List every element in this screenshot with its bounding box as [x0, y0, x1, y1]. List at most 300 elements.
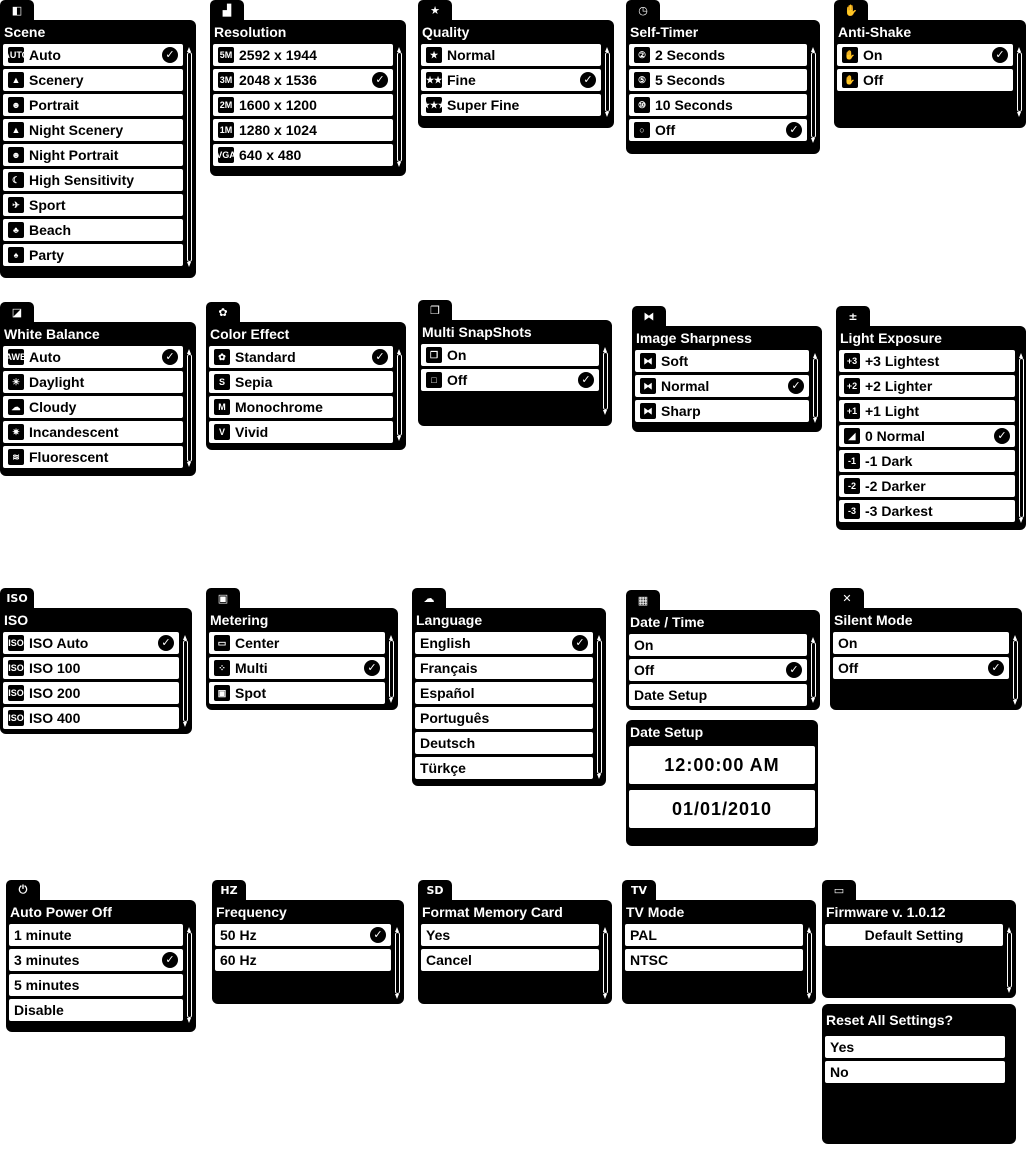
item-icon: ISO [8, 635, 24, 651]
exposure-icon: ± [848, 309, 858, 323]
scrollbar[interactable] [183, 640, 188, 722]
speech-icon: ☁ [423, 591, 435, 605]
menu-item[interactable] [629, 69, 807, 91]
menu-item[interactable] [209, 682, 385, 704]
menu-item[interactable] [415, 682, 593, 704]
item-label: Off [838, 660, 859, 676]
item-label: Date Setup [634, 687, 708, 703]
iso-menu-tab[interactable] [0, 588, 34, 608]
item-label: High Sensitivity [29, 172, 135, 188]
item-icon: ★ [426, 47, 442, 63]
item-icon: ⑩ [634, 97, 650, 113]
menu-title: Image Sharpness [636, 330, 752, 346]
self-timer-menu-tab[interactable] [626, 0, 660, 20]
calendar-icon: ▦ [637, 593, 649, 607]
item-label: Auto [29, 47, 61, 63]
item-icon: ☻ [8, 147, 24, 163]
item-icon: S [214, 374, 230, 390]
multi-snapshot-icon: ❐ [430, 303, 440, 317]
color-effect-menu-tab[interactable] [206, 302, 240, 322]
item-label: Party [29, 247, 65, 263]
item-label: ISO 100 [29, 660, 81, 676]
item-label: Off [447, 372, 468, 388]
selected-check-icon: ✓ [994, 428, 1010, 444]
scene-menu [0, 0, 196, 278]
item-label: Disable [14, 1002, 64, 1018]
menu-item[interactable] [3, 44, 183, 66]
menu-item[interactable] [3, 219, 183, 241]
menu-title: Silent Mode [834, 612, 913, 628]
menu-item[interactable] [213, 69, 393, 91]
scrollbar[interactable] [597, 640, 602, 774]
power-icon: ⏻ [18, 883, 28, 896]
menu-item[interactable] [213, 44, 393, 66]
quality-menu-tab[interactable] [418, 0, 452, 20]
menu-item[interactable] [629, 659, 807, 681]
menu-item[interactable] [421, 369, 599, 391]
menu-item[interactable] [209, 421, 393, 443]
item-label: 5 minutes [14, 977, 80, 993]
item-icon: ☀ [8, 374, 24, 390]
item-label: Incandescent [29, 424, 119, 440]
menu-item[interactable] [209, 396, 393, 418]
item-icon: ✈ [8, 197, 24, 213]
item-icon: ★★ [426, 72, 442, 88]
sd-card-icon: SD [426, 883, 444, 897]
menu-item[interactable] [635, 375, 809, 397]
silent-mode-menu [830, 588, 1022, 710]
menu-title: Light Exposure [840, 330, 942, 346]
white-balance-menu [0, 302, 196, 476]
menu-item[interactable] [415, 657, 593, 679]
item-label: -1 Dark [865, 453, 913, 469]
item-label: On [863, 47, 883, 63]
menu-title: Auto Power Off [10, 904, 112, 920]
item-icon: ★★★ [426, 97, 442, 113]
menu-item[interactable] [839, 500, 1015, 522]
menu-title: Multi SnapShots [422, 324, 532, 340]
menu-title: TV Mode [626, 904, 685, 920]
sharpness-icon: ⧓ [643, 309, 655, 323]
scrollbar[interactable] [187, 932, 192, 1018]
menu-item[interactable] [625, 924, 803, 946]
item-label: Default Setting [864, 927, 964, 943]
format-memory-card-menu-tab[interactable] [418, 880, 452, 900]
anti-shake-menu [834, 0, 1026, 128]
menu-item[interactable] [837, 44, 1013, 66]
item-label: -3 Darkest [865, 503, 933, 519]
menu-item[interactable] [415, 732, 593, 754]
item-label: Yes [426, 927, 451, 943]
item-icon: ♣ [8, 222, 24, 238]
item-label: Sport [29, 197, 66, 213]
scrollbar[interactable] [1017, 52, 1022, 112]
item-label: Off [863, 72, 884, 88]
resolution-icon: ▟ [222, 3, 232, 17]
metering-menu [206, 588, 398, 710]
menu-item[interactable] [3, 421, 183, 443]
frequency-menu-tab[interactable] [212, 880, 246, 900]
item-label: 60 Hz [220, 952, 257, 968]
item-label: English [420, 635, 471, 651]
selected-check-icon: ✓ [364, 660, 380, 676]
auto-power-off-menu [6, 880, 196, 1032]
image-sharpness-menu [632, 306, 822, 432]
item-label: PAL [630, 927, 657, 943]
mute-icon: ✕ [842, 591, 852, 605]
item-icon: +1 [844, 403, 860, 419]
selected-check-icon: ✓ [786, 662, 802, 678]
menu-item[interactable] [9, 974, 183, 996]
item-icon: -1 [844, 453, 860, 469]
item-label: 2592 x 1944 [239, 47, 317, 63]
date-time-menu [626, 590, 820, 710]
menu-item[interactable] [209, 657, 385, 679]
item-label: Center [235, 635, 280, 651]
menu-title: Frequency [216, 904, 287, 920]
item-label: Scenery [29, 72, 84, 88]
scrollbar[interactable] [397, 52, 402, 162]
item-label: 1280 x 1024 [239, 122, 317, 138]
menu-title: Resolution [214, 24, 287, 40]
item-label: Multi [235, 660, 268, 676]
item-icon: ❐ [426, 347, 442, 363]
item-icon: ☾ [8, 172, 24, 188]
item-icon: ♠ [8, 247, 24, 263]
menu-item[interactable] [3, 632, 179, 654]
menu-item[interactable] [421, 344, 599, 366]
format-memory-card-menu [418, 880, 612, 1004]
firmware-menu [822, 880, 1016, 998]
scrollbar[interactable] [1013, 640, 1018, 700]
item-label: Sepia [235, 374, 273, 390]
date-field[interactable] [629, 790, 815, 828]
menu-item[interactable] [3, 346, 183, 368]
menu-title: Self-Timer [630, 24, 699, 40]
self-timer-menu [626, 0, 820, 154]
language-menu [412, 588, 606, 786]
item-icon: ☻ [8, 97, 24, 113]
menu-item[interactable] [833, 632, 1009, 654]
selected-check-icon: ✓ [580, 72, 596, 88]
menu-item[interactable] [3, 371, 183, 393]
menu-item[interactable] [629, 684, 807, 706]
menu-item[interactable] [213, 119, 393, 141]
language-menu-tab[interactable] [412, 588, 446, 608]
scrollbar[interactable] [389, 640, 394, 698]
item-icon: ② [634, 47, 650, 63]
item-icon: ✋ [842, 47, 858, 63]
menu-item[interactable] [3, 657, 179, 679]
menu-item[interactable] [839, 375, 1015, 397]
item-label: Español [420, 685, 475, 701]
item-icon: ⧓ [640, 353, 656, 369]
menu-item[interactable] [3, 169, 183, 191]
item-icon: +2 [844, 378, 860, 394]
scene-menu-tab[interactable] [0, 0, 34, 20]
item-label: No [830, 1064, 849, 1080]
item-label: Beach [29, 222, 72, 238]
item-label: Cloudy [29, 399, 77, 415]
item-label: -2 Darker [865, 478, 926, 494]
item-label: Normal [661, 378, 710, 394]
menu-item[interactable] [825, 924, 1003, 946]
item-label: 3 minutes [14, 952, 80, 968]
item-icon: 3M [218, 72, 234, 88]
item-label: Super Fine [447, 97, 520, 113]
item-icon: -2 [844, 478, 860, 494]
item-label: Türkçe [420, 760, 466, 776]
menu-item[interactable] [833, 657, 1009, 679]
menu-item[interactable] [3, 144, 183, 166]
hz-icon: HZ [220, 883, 238, 897]
scrollbar[interactable] [187, 354, 192, 462]
item-label: Spot [235, 685, 267, 701]
selected-check-icon: ✓ [572, 635, 588, 651]
date-setup-menu [626, 720, 818, 846]
menu-item[interactable] [421, 924, 599, 946]
menu-item[interactable] [825, 1061, 1005, 1083]
item-label: Auto [29, 349, 61, 365]
menu-item[interactable] [3, 69, 183, 91]
menu-item[interactable] [839, 425, 1015, 447]
timer-icon: ◷ [638, 3, 648, 17]
item-label: Portrait [29, 97, 79, 113]
scrollbar[interactable] [605, 52, 610, 112]
item-label: On [634, 637, 654, 653]
item-label: ISO Auto [29, 635, 89, 651]
item-label: Français [420, 660, 478, 676]
scrollbar[interactable] [1019, 358, 1024, 518]
item-icon: ✿ [214, 349, 230, 365]
item-label: 2 Seconds [655, 47, 726, 63]
selected-check-icon: ✓ [788, 378, 804, 394]
menu-title: Color Effect [210, 326, 290, 342]
item-icon: ISO [8, 660, 24, 676]
menu-item[interactable] [3, 119, 183, 141]
menu-title: Anti-Shake [838, 24, 912, 40]
scrollbar[interactable] [603, 932, 608, 994]
menu-title: Reset All Settings? [826, 1012, 954, 1028]
menu-item[interactable] [839, 350, 1015, 372]
light-exposure-menu-tab[interactable] [836, 306, 870, 326]
item-icon: 2M [218, 97, 234, 113]
menu-title: ISO [4, 612, 29, 628]
metering-menu-tab[interactable] [206, 588, 240, 608]
firmware-menu-tab[interactable] [822, 880, 856, 900]
menu-item[interactable] [415, 757, 593, 779]
date-value: 01/01/2010 [671, 798, 773, 819]
item-label: +3 Lightest [865, 353, 940, 369]
window-icon: ▭ [833, 883, 845, 897]
auto-power-off-menu-tab[interactable] [6, 880, 40, 900]
item-label: 50 Hz [220, 927, 257, 943]
menu-item[interactable] [213, 94, 393, 116]
item-label: Off [634, 662, 655, 678]
item-label: On [838, 635, 858, 651]
item-icon: ▣ [214, 685, 230, 701]
item-label: Standard [235, 349, 296, 365]
item-label: +2 Lighter [865, 378, 933, 394]
menu-item[interactable] [415, 632, 593, 654]
item-label: Vivid [235, 424, 269, 440]
menu-title: Quality [422, 24, 470, 40]
menu-title: Metering [210, 612, 269, 628]
time-value: 12:00:00 AM [664, 754, 780, 775]
scrollbar[interactable] [807, 932, 812, 994]
item-icon: M [214, 399, 230, 415]
scrollbar[interactable] [397, 354, 402, 436]
item-icon: ▭ [214, 635, 230, 651]
item-label: Português [420, 710, 490, 726]
menu-item[interactable] [629, 44, 807, 66]
item-label: On [447, 347, 467, 363]
menu-item[interactable] [839, 475, 1015, 497]
menu-item[interactable] [839, 400, 1015, 422]
resolution-menu-tab[interactable] [210, 0, 244, 20]
tv-icon: TV [630, 883, 648, 897]
menu-item[interactable] [421, 44, 601, 66]
item-icon: VGA [218, 147, 234, 163]
tv-mode-menu-tab[interactable] [622, 880, 656, 900]
item-icon: ⑤ [634, 72, 650, 88]
item-icon: ▲ [8, 122, 24, 138]
menu-item[interactable] [625, 949, 803, 971]
selected-check-icon: ✓ [162, 952, 178, 968]
iso-menu [0, 588, 192, 734]
menu-item[interactable] [635, 400, 809, 422]
selected-check-icon: ✓ [372, 72, 388, 88]
item-label: Normal [447, 47, 496, 63]
item-icon: ◢ [844, 428, 860, 444]
item-label: Off [655, 122, 676, 138]
item-label: Deutsch [420, 735, 476, 751]
menu-item[interactable] [629, 634, 807, 656]
resolution-menu [210, 0, 406, 176]
item-label: Daylight [29, 374, 85, 390]
selected-check-icon: ✓ [372, 349, 388, 365]
menu-item[interactable] [421, 94, 601, 116]
item-label: Monochrome [235, 399, 323, 415]
item-label: Night Portrait [29, 147, 119, 163]
color-effect-menu [206, 302, 406, 450]
menu-item[interactable] [3, 194, 183, 216]
item-icon: ISO [8, 710, 24, 726]
color-effect-icon: ✿ [218, 305, 228, 319]
menu-item[interactable] [209, 346, 393, 368]
item-icon: +3 [844, 353, 860, 369]
item-label: Night Scenery [29, 122, 124, 138]
menu-item[interactable] [837, 69, 1013, 91]
item-icon: ⧓ [640, 378, 656, 394]
item-label: +1 Light [865, 403, 920, 419]
menu-item[interactable] [213, 144, 393, 166]
item-label: 2048 x 1536 [239, 72, 317, 88]
tv-mode-menu [622, 880, 816, 1004]
menu-item[interactable] [215, 924, 391, 946]
menu-item[interactable] [635, 350, 809, 372]
menu-item[interactable] [421, 949, 599, 971]
scrollbar[interactable] [187, 52, 192, 262]
menu-item[interactable] [629, 94, 807, 116]
menu-item[interactable] [3, 94, 183, 116]
item-label: 10 Seconds [655, 97, 733, 113]
menu-item[interactable] [9, 999, 183, 1021]
item-label: 0 Normal [865, 428, 925, 444]
menu-item[interactable] [3, 682, 179, 704]
item-label: ISO 400 [29, 710, 81, 726]
scrollbar[interactable] [395, 932, 400, 994]
menu-item[interactable] [3, 446, 183, 468]
item-label: 1 minute [14, 927, 72, 943]
multi-snapshots-menu-tab[interactable] [418, 300, 452, 320]
menu-item[interactable] [209, 371, 393, 393]
frequency-menu [212, 880, 404, 1004]
menu-title: Format Memory Card [422, 904, 563, 920]
white-balance-icon: ◪ [11, 305, 23, 319]
item-icon: ISO [8, 685, 24, 701]
menu-item[interactable] [421, 69, 601, 91]
item-icon: ≋ [8, 449, 24, 465]
anti-shake-menu-tab[interactable] [834, 0, 868, 20]
item-icon: AWB [8, 349, 24, 365]
selected-check-icon: ✓ [162, 349, 178, 365]
item-label: 640 x 480 [239, 147, 302, 163]
scrollbar[interactable] [811, 52, 816, 138]
silent-mode-menu-tab[interactable] [830, 588, 864, 608]
selected-check-icon: ✓ [992, 47, 1008, 63]
menu-item[interactable] [629, 119, 807, 141]
menu-item[interactable] [9, 949, 183, 971]
menu-item[interactable] [839, 450, 1015, 472]
hand-icon: ✋ [844, 3, 858, 17]
scrollbar[interactable] [603, 352, 608, 410]
item-icon: ▲ [8, 72, 24, 88]
item-icon: 5M [218, 47, 234, 63]
white-balance-menu-tab[interactable] [0, 302, 34, 322]
item-icon: ✷ [8, 424, 24, 440]
menu-item[interactable] [209, 632, 385, 654]
menu-item[interactable] [9, 924, 183, 946]
item-label: NTSC [630, 952, 669, 968]
menu-item[interactable] [3, 244, 183, 266]
star-icon: ★ [430, 3, 440, 17]
iso-icon: ISO [6, 591, 28, 605]
menu-item[interactable] [3, 707, 179, 729]
reset-all-settings-menu [822, 1004, 1016, 1144]
menu-item[interactable] [825, 1036, 1005, 1058]
selected-check-icon: ✓ [162, 47, 178, 63]
scrollbar[interactable] [813, 358, 818, 418]
date-time-menu-tab[interactable] [626, 590, 660, 610]
image-sharpness-menu-tab[interactable] [632, 306, 666, 326]
menu-item[interactable] [215, 949, 391, 971]
selected-check-icon: ✓ [158, 635, 174, 651]
menu-title: Date Setup [630, 724, 704, 740]
scrollbar[interactable] [1007, 932, 1012, 988]
metering-icon: ▣ [217, 591, 229, 605]
item-icon: ⁘ [214, 660, 230, 676]
menu-title: Firmware v. 1.0.12 [826, 904, 946, 920]
menu-item[interactable] [415, 707, 593, 729]
item-label: ISO 200 [29, 685, 81, 701]
selected-check-icon: ✓ [988, 660, 1004, 676]
multi-snapshots-menu [418, 300, 612, 426]
item-icon: ○ [634, 122, 650, 138]
menu-item[interactable] [3, 396, 183, 418]
scrollbar[interactable] [811, 642, 816, 698]
time-field[interactable] [629, 746, 815, 784]
